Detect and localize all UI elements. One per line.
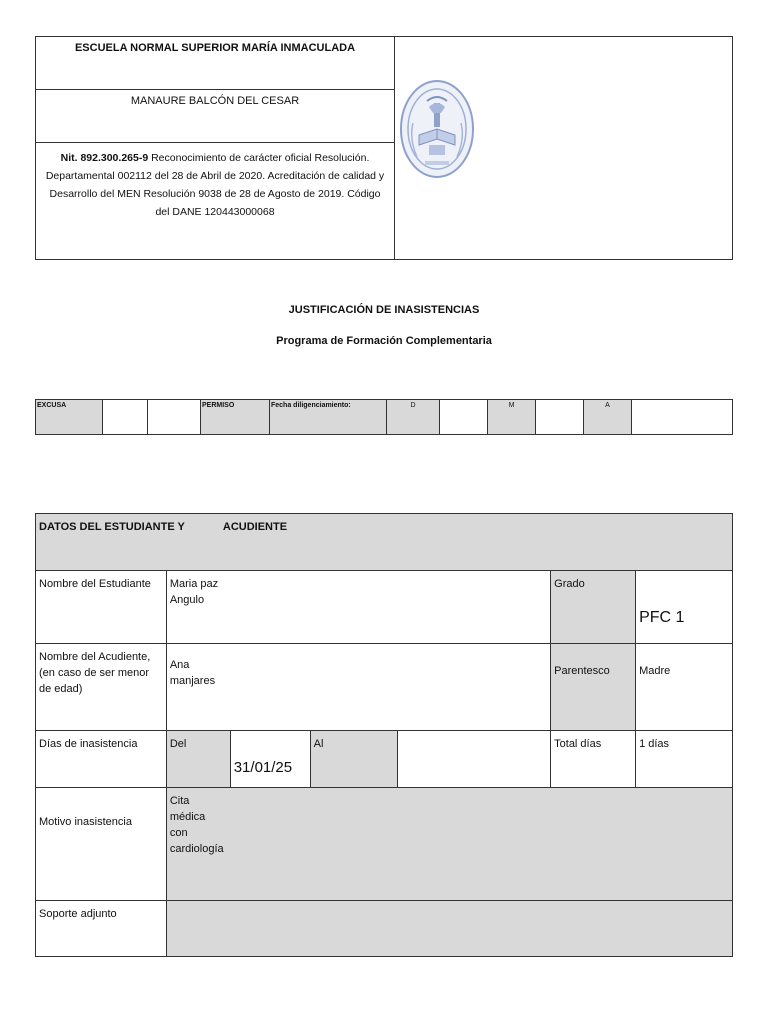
support-value[interactable]: [166, 901, 732, 957]
request-type-strip: [35, 399, 733, 435]
day-field[interactable]: [440, 400, 488, 435]
grade-label: Grado: [551, 571, 636, 644]
student-name-value[interactable]: [166, 571, 550, 644]
excusa-extra-cell: [148, 400, 201, 435]
from-date-value[interactable]: [230, 731, 310, 788]
relation-value-text: Madre: [639, 665, 671, 677]
nit-number: Nit. 892.300.265-9: [60, 152, 149, 164]
support-label: Soporte adjunto: [36, 901, 167, 957]
month-field[interactable]: [536, 400, 584, 435]
absence-reason-label: [36, 788, 167, 901]
reason-line2: médica: [169, 811, 206, 823]
from-label: Del: [166, 731, 230, 788]
reason-line4: cardiología: [169, 843, 224, 855]
guardian-name-label: [36, 644, 167, 731]
total-days-label: Total días: [551, 731, 636, 788]
legal-description: Reconocimiento de carácter oficial Resolución. Departamental 002112 del 28 de Abril de 2020. Acreditación de calidad y Desarrollo del MEN Resolución 9038 de 28 de Agosto de 2019. Código del DANE 120443000068: [45, 152, 385, 218]
absence-reason-value[interactable]: [166, 788, 732, 901]
section-title-part2: ACUDIENTE: [222, 521, 288, 533]
to-date-value[interactable]: [397, 731, 551, 788]
guardian-label-line2: (en caso de ser menor: [39, 667, 150, 679]
excusa-checkbox[interactable]: [103, 400, 148, 435]
permiso-label: PERMISO: [201, 400, 270, 435]
guardian-name-line1: Ana: [169, 659, 190, 671]
year-field[interactable]: [632, 400, 733, 435]
relation-value[interactable]: [636, 644, 733, 731]
guardian-name-line2: manjares: [169, 675, 216, 687]
absence-days-label: Días de inasistencia: [36, 731, 167, 788]
section-title-part1: DATOS DEL ESTUDIANTE Y: [39, 521, 185, 533]
reason-line3: con: [169, 827, 188, 839]
day-label: D: [387, 400, 440, 435]
header-left-cell: [36, 37, 395, 260]
year-label: A: [584, 400, 632, 435]
month-label: M: [488, 400, 536, 435]
total-days-value[interactable]: 1 días: [636, 731, 733, 788]
grade-value[interactable]: [636, 571, 733, 644]
student-name-line1: Maria paz: [169, 578, 219, 590]
excusa-label: EXCUSA: [36, 400, 103, 435]
grade-value-text: PFC 1: [639, 609, 685, 626]
relation-label-text: Parentesco: [554, 665, 610, 677]
school-seal-logo: [399, 79, 475, 179]
document-subtitle: Programa de Formación Complementaria: [276, 335, 492, 347]
section-header: [36, 514, 733, 571]
student-name-label: Nombre del Estudiante: [36, 571, 167, 644]
from-date-text: 31/01/25: [233, 759, 293, 776]
guardian-label-line1: Nombre del Acudiente,: [39, 651, 151, 663]
header-table: [35, 36, 733, 260]
reason-line1: Cita: [169, 795, 190, 807]
document-title: JUSTIFICACIÓN DE INASISTENCIAS: [288, 304, 480, 316]
to-label: Al: [310, 731, 397, 788]
absence-reason-label-text: Motivo inasistencia: [39, 816, 132, 828]
logo-cell: [395, 37, 733, 260]
legal-text: [36, 143, 394, 259]
fecha-label: Fecha diligenciamiento:: [270, 400, 387, 435]
guardian-name-value[interactable]: [166, 644, 550, 731]
student-data-table: [35, 513, 733, 957]
relation-label: [551, 644, 636, 731]
school-town: MANAURE BALCÓN DEL CESAR: [130, 95, 300, 107]
school-name: ESCUELA NORMAL SUPERIOR MARÍA INMACULADA: [74, 42, 356, 54]
student-name-line2: Angulo: [169, 594, 205, 606]
guardian-label-line3: de edad): [39, 683, 83, 695]
